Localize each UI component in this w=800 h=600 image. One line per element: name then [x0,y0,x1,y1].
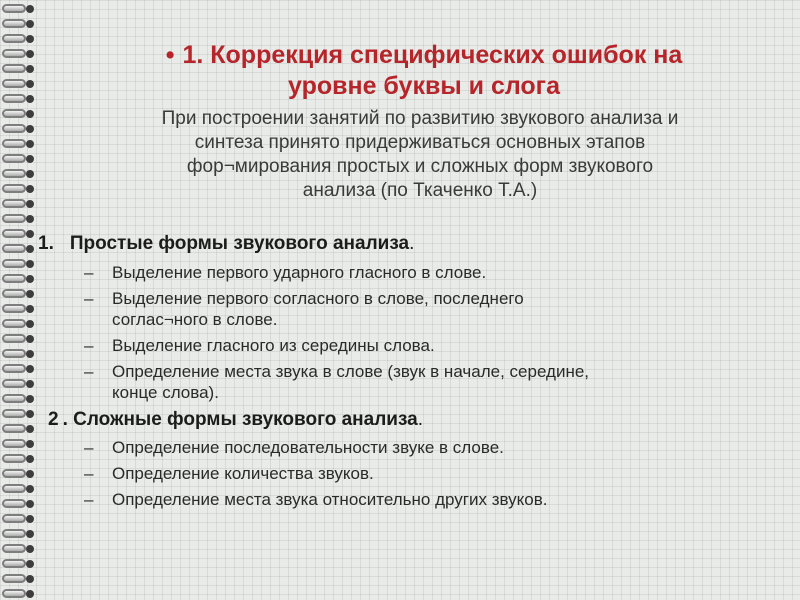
binding-ring [2,64,42,75]
dash-marker: – [84,438,94,457]
binding-ring [2,424,42,435]
dash-marker: – [84,362,94,381]
title-bullet: • [165,41,175,69]
section-2-title: . Сложные формы звукового анализа [62,409,418,430]
binding-ring [2,394,42,405]
item-text: Выделение первого согласного в слове, последнего [112,289,524,308]
binding-ring [2,364,42,375]
binding-ring [2,229,42,240]
section-1-heading [38,233,414,255]
list-item [84,437,744,458]
binding-ring [2,19,42,30]
binding-ring [2,304,42,315]
binding-ring [2,154,42,165]
item-text: Определение места звука в слове (звук в начале, середине, [112,362,590,381]
binding-ring [2,514,42,525]
section-2-number: 2 [48,409,59,430]
dash-marker: – [84,289,94,308]
binding-ring [2,109,42,120]
binding-ring [2,49,42,60]
binding-ring [2,199,42,210]
intro-paragraph [70,107,770,203]
binding-ring [2,589,42,600]
section-2-heading [48,409,423,431]
section-1-dot: . [409,233,415,254]
binding-ring [2,79,42,90]
binding-ring [2,274,42,285]
binding-ring [2,259,42,270]
slide-content [38,0,800,600]
item-text: Определение последовательности звуке в слове. [112,438,504,457]
binding-ring [2,379,42,390]
dash-marker: – [84,464,94,483]
spiral-binding [0,0,44,600]
binding-ring [2,559,42,570]
item-text-cont: конце слова). [112,383,219,402]
intro-line-1: При построении занятий по развитию звукового анализа и [161,108,679,129]
section-2-dot: . [417,409,424,430]
list-item [84,463,744,484]
title-line-2: уровне буквы и слога [288,72,560,100]
binding-ring [2,454,42,465]
binding-ring [2,214,42,225]
intro-line-4: анализа (по Ткаченко Т.А.) [302,180,538,201]
section-1-title: Простые формы звукового анализа [69,233,410,254]
list-item [84,489,744,510]
binding-ring [2,289,42,300]
dash-marker: – [84,263,94,282]
title-line-1: 1. Коррекция специфических ошибок на [182,41,683,69]
section-1-number: 1. [38,233,54,254]
binding-ring [2,499,42,510]
list-item [84,288,744,330]
binding-ring [2,469,42,480]
binding-ring [2,139,42,150]
item-text-cont: соглас¬ного в слове. [112,310,278,329]
dash-marker: – [84,336,94,355]
binding-ring [2,244,42,255]
item-text: Определение количества звуков. [112,464,374,483]
section-1-list [84,262,744,408]
binding-ring [2,94,42,105]
binding-ring [2,34,42,45]
binding-ring [2,334,42,345]
dash-marker: – [84,490,94,509]
intro-line-2: синтеза принято придерживаться основных этапов [194,132,646,153]
binding-ring [2,184,42,195]
binding-ring [2,4,42,15]
binding-ring [2,124,42,135]
binding-ring [2,319,42,330]
binding-ring [2,169,42,180]
binding-ring [2,484,42,495]
section-2-list [84,437,744,515]
list-item [84,361,744,403]
list-item [84,262,744,283]
slide-title [74,40,774,102]
binding-ring [2,409,42,420]
binding-ring [2,574,42,585]
item-text: Выделение гласного из середины слова. [112,336,435,355]
intro-line-3: фор¬мирования простых и сложных форм звукового [186,156,654,177]
binding-ring [2,544,42,555]
binding-ring [2,529,42,540]
binding-ring [2,349,42,360]
binding-ring [2,439,42,450]
list-item [84,335,744,356]
item-text: Выделение первого ударного гласного в слове. [112,263,487,282]
item-text: Определение места звука относительно других звуков. [112,490,548,509]
